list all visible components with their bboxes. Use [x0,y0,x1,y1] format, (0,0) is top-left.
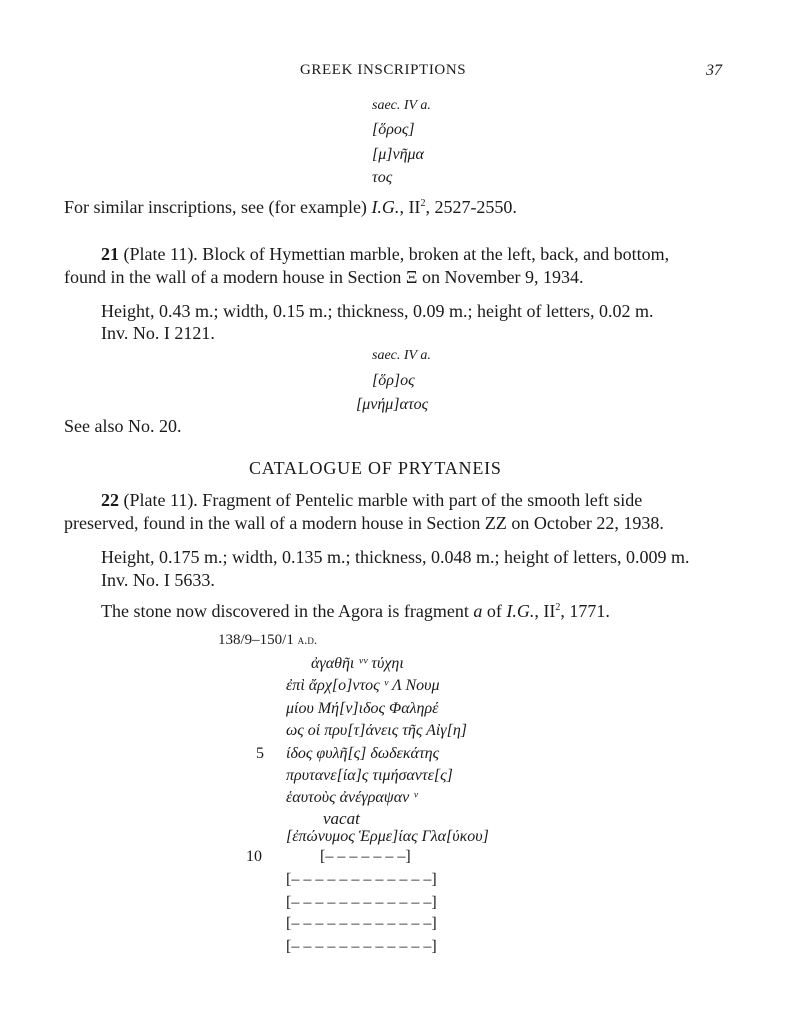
entry-21-intro-cont: found in the wall of a modern house in Section Ξ on November 9, 1934. [64,267,584,287]
see-also-note: See also No. 20. [64,416,182,436]
stone-note: The stone now discovered in the Agora is fragment a of I.G., $II^2$, 1771. [101,601,610,621]
entry-22-dimensions: Height, 0.175 m.; width, 0.135 m.; thickness, 0.048 m.; height of letters, 0.009 m. [101,547,690,567]
running-head: GREEK INSCRIPTIONS [300,62,467,78]
lacuna-line: [‒ ‒ ‒ ‒ ‒ ‒ ‒ ‒ ‒ ‒ ‒ ‒] [286,938,437,955]
lacuna-line: [‒ ‒ ‒ ‒ ‒ ‒ ‒ ‒ ‒ ‒ ‒ ‒] [286,894,437,911]
entry-22-inventory: Inv. No. I 5633. [101,570,215,590]
inscription-line: πρυτανε[ία]ς τιμήσαντε[ς] [286,767,453,784]
entry-number: 21 [101,244,119,264]
inscription-line: [ὅρ]ος [372,372,415,389]
inscription-line: ἀγαθῆι ᵛᵛ τύχηι [311,655,404,672]
inscription-line: μίου Μή[ν]ιδος Φαληρέ [286,700,439,717]
vacat-label: vacat [323,809,360,828]
inscription-line: ίδος φυλῆ[ς] δωδεκάτης [286,745,440,762]
inscription-line: [μ]νῆμα [372,146,424,163]
inscription-line: ἑαυτοὺς ἀνέγραψαν ᵛ [286,789,418,806]
section-title: CATALOGUE OF PRYTANEIS [249,458,502,478]
entry-22-intro: 22 (Plate 11). Fragment of Pentelic marble with part of the smooth left side [101,490,643,510]
entry-22-intro-cont: preserved, found in the wall of a modern house in Section ZZ on October 22, 1938. [64,513,664,533]
date-label: saec. IV a. [372,98,431,113]
entry-number: 22 [101,490,119,510]
page-number: 37 [706,62,722,79]
inscription-line: [ἐπώνυμος Ἑρμε]ίας Γλα[ύκου] [286,828,489,845]
similar-inscriptions-note: For similar inscriptions, see (for example) I.G., $II^2$, 2527-2550. [64,197,517,217]
date-label: saec. IV a. [372,348,431,363]
entry-21-intro: 21 (Plate 11). Block of Hymettian marble, broken at the left, back, and bottom, [101,244,670,264]
inscription-line: [μνήμ]ατος [356,396,429,413]
line-number: 5 [256,745,264,762]
line-number: 10 [246,848,262,865]
lacuna-line: [‒ ‒ ‒ ‒ ‒ ‒ ‒ ‒ ‒ ‒ ‒ ‒] [286,915,437,932]
inscription-line: ἐπὶ ἄρχ[ο]ντος ᵛ Λ Νουμ [286,677,440,694]
date-label: 138/9–150/1 a.d. [218,632,318,648]
inscription-line: ως οἱ πρυ[τ]άνεις τῆς Αἰγ[η] [286,722,467,739]
entry-21-inventory: Inv. No. I 2121. [101,323,215,343]
inscription-line: [ὅρος] [372,121,415,138]
inscription-line: τος [372,169,393,186]
lacuna-line: [‒ ‒ ‒ ‒ ‒ ‒ ‒ ‒ ‒ ‒ ‒ ‒] [286,871,437,888]
lacuna-line: [‒ ‒ ‒ ‒ ‒ ‒ ‒] [320,848,411,865]
entry-21-dimensions: Height, 0.43 m.; width, 0.15 m.; thickness, 0.09 m.; height of letters, 0.02 m. [101,301,654,321]
